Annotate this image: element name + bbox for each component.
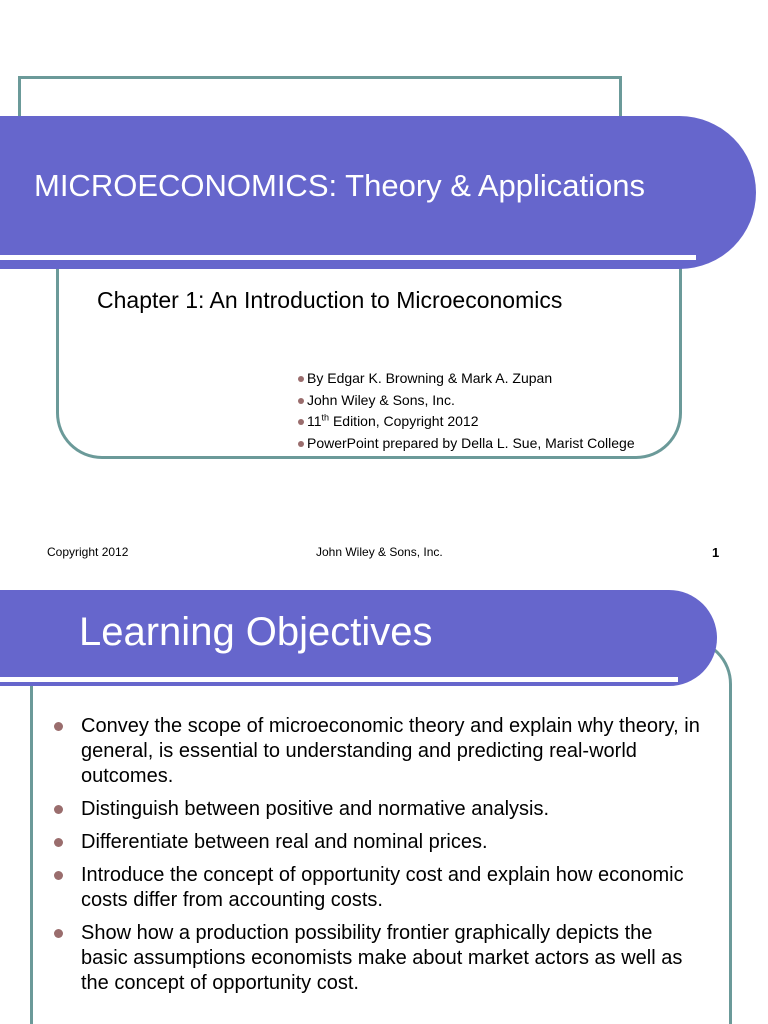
credit-prepared-by: PowerPoint prepared by Della L. Sue, Marist College <box>307 434 635 451</box>
footer-page-number: 1 <box>712 545 720 560</box>
bullet-icon <box>54 838 63 847</box>
credit-edition-rest: Edition, Copyright 2012 <box>329 413 479 429</box>
footer-copyright: Copyright 2012 <box>47 545 129 559</box>
objective-item <box>54 921 704 996</box>
objective-text: Differentiate between real and nominal prices. <box>81 831 488 853</box>
bullet-icon <box>298 398 304 404</box>
credit-item <box>298 411 635 433</box>
bullet-icon <box>298 419 304 425</box>
credit-item <box>298 368 635 390</box>
objective-item <box>54 863 704 913</box>
objectives-list <box>54 714 704 1004</box>
objective-text: Convey the scope of microeconomic theory and explain why theory, in general, is essential to understanding and predicting real-world outcomes. <box>81 715 700 787</box>
bullet-icon <box>298 376 304 382</box>
objective-item <box>54 797 704 822</box>
objective-text: Introduce the concept of opportunity cost and explain how economic costs differ from accounting costs. <box>81 864 684 911</box>
slide-title: MICROECONOMICS: Theory & Applications <box>34 168 645 203</box>
credits-list <box>298 368 635 454</box>
credit-publisher: John Wiley & Sons, Inc. <box>307 391 455 408</box>
objective-item <box>54 830 704 855</box>
bullet-icon <box>54 929 63 938</box>
banner-divider <box>0 255 696 260</box>
bullet-icon <box>54 722 63 731</box>
credit-edition-number: 11 <box>307 413 322 429</box>
slide-title: Learning Objectives <box>79 610 433 654</box>
footer-publisher: John Wiley & Sons, Inc. <box>316 545 443 559</box>
bullet-icon <box>54 805 63 814</box>
objectives-slide <box>0 566 768 1024</box>
bullet-icon <box>298 441 304 447</box>
credit-item <box>298 433 635 455</box>
banner-divider <box>0 677 678 682</box>
objective-item <box>54 714 704 789</box>
chapter-subtitle: Chapter 1: An Introduction to Microeconomics <box>97 287 563 313</box>
bullet-icon <box>54 871 63 880</box>
objective-text: Distinguish between positive and normative analysis. <box>81 798 550 820</box>
credit-authors: By Edgar K. Browning & Mark A. Zupan <box>307 370 553 386</box>
credit-item <box>298 390 635 412</box>
credit-edition-suffix: th <box>321 412 330 423</box>
objective-text: Show how a production possibility frontier graphically depicts the basic assumptions economists make about market actors as well as the concept of opportunity cost. <box>81 922 683 994</box>
